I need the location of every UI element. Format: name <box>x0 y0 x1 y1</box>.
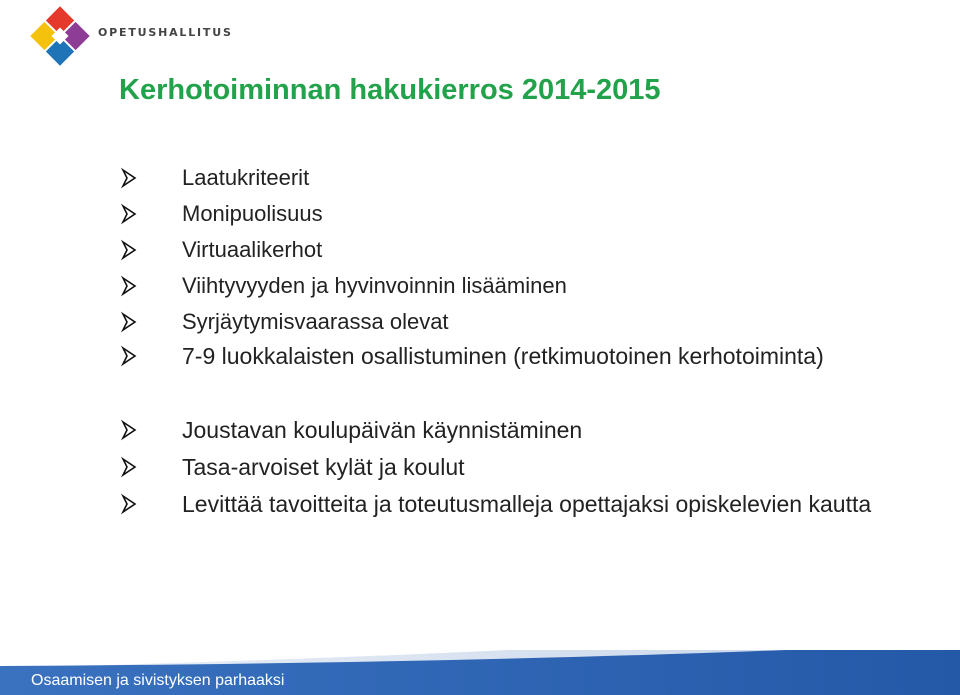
bullet-item <box>120 269 920 305</box>
bullet-item <box>120 489 920 563</box>
bullet-text: Tasa-arvoiset kylät ja koulut <box>182 454 465 480</box>
arrow-bullet-icon <box>120 452 142 482</box>
arrow-bullet-icon <box>120 489 142 519</box>
bullet-text: Virtuaalikerhot <box>182 237 323 262</box>
logo-text: OPETUSHALLITUS <box>98 26 233 39</box>
bullet-item <box>120 452 920 489</box>
arrow-bullet-icon <box>120 341 142 371</box>
bullet-item <box>120 305 920 341</box>
opetushallitus-logo-icon <box>30 6 90 66</box>
bullet-list <box>120 161 920 563</box>
bullet-item <box>120 233 920 269</box>
bullet-item <box>120 341 920 415</box>
bullet-text: Joustavan koulupäivän käynnistäminen <box>182 417 583 443</box>
footer-slogan: Osaamisen ja sivistyksen parhaaksi <box>31 672 285 689</box>
bullet-text: Laatukriteerit <box>182 165 310 190</box>
bullet-text: Viihtyvyyden ja hyvinvoinnin lisääminen <box>182 273 567 298</box>
arrow-bullet-icon <box>120 197 142 227</box>
arrow-bullet-icon <box>120 161 142 191</box>
arrow-bullet-icon <box>120 305 142 335</box>
bullet-text: Levittää tavoitteita ja toteutusmalleja opettajaksi opiskelevien kautta <box>182 491 872 517</box>
bullet-text: 7-9 luokkalaisten osallistuminen (retkimuotoinen kerhotoiminta) <box>182 343 824 369</box>
bullet-item <box>120 161 920 197</box>
bullet-text: Monipuolisuus <box>182 201 323 226</box>
arrow-bullet-icon <box>120 233 142 263</box>
bullet-item <box>120 415 920 452</box>
slide-title: Kerhotoiminnan hakukierros 2014-2015 <box>119 74 661 106</box>
bullet-text: Syrjäytymisvaarassa olevat <box>182 309 449 334</box>
arrow-bullet-icon <box>120 415 142 445</box>
bullet-item <box>120 197 920 233</box>
arrow-bullet-icon <box>120 269 142 299</box>
